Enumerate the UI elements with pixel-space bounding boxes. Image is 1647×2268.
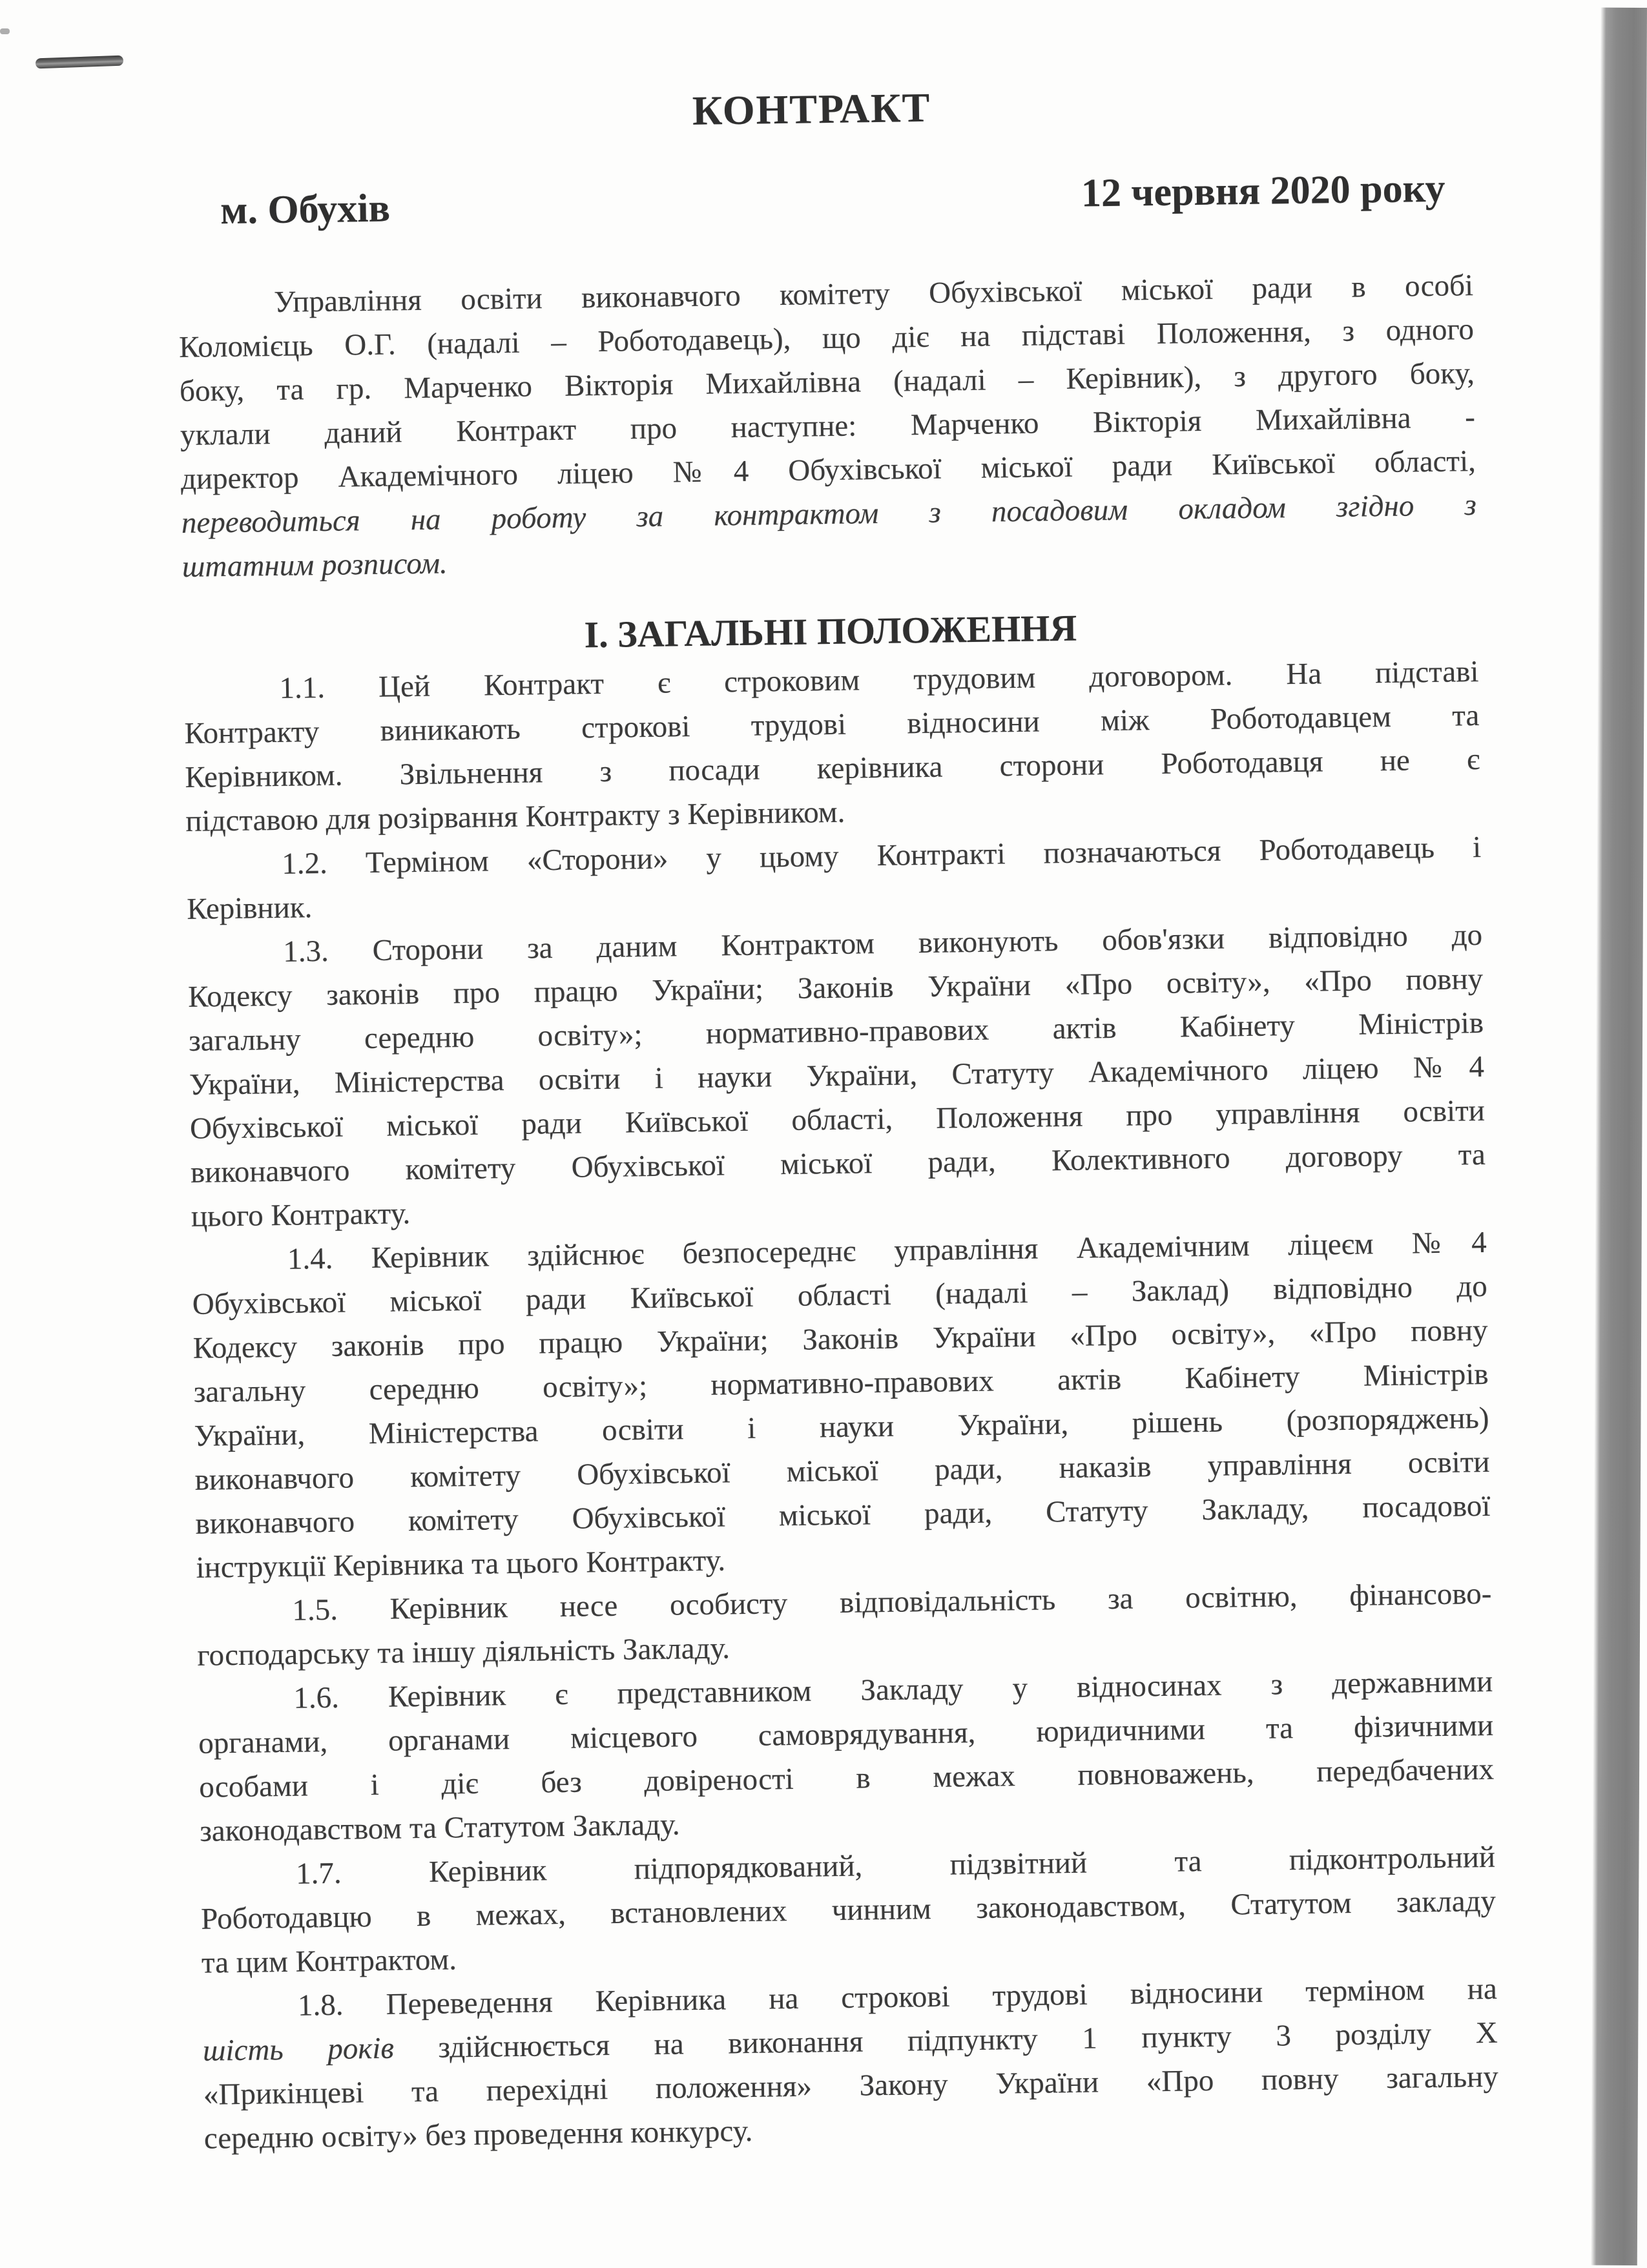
text-run: та цим Контрактом.	[201, 1943, 457, 1980]
text-run: директор Академічного ліцею №4 Обухівської міської ради Київської області,	[180, 444, 1476, 497]
text-run: інструкції Керівника та цього Контракту.	[196, 1543, 726, 1585]
text-run: Кодексу законів про працю України; Законів України «Про освіту», «Про повну	[187, 962, 1484, 1014]
scan-smudge-left-edge	[0, 28, 10, 34]
text-run: Обухівської міської ради Київської області, Положення про управління освіти	[189, 1093, 1486, 1146]
text-run: 1.5. Керівник несе особисту відповідальність за освітню, фінансово-	[292, 1576, 1492, 1627]
text-run: особами і діє без довіреності в межах повноважень, передбачених	[198, 1752, 1495, 1804]
document-place: м. Обухів	[220, 186, 391, 233]
section-heading: І. ЗАГАЛЬНІ ПОЛОЖЕННЯ	[584, 606, 1077, 656]
text-run: Роботодавцю в межах, встановлених чинним законодавством, Статутом закладу	[200, 1884, 1497, 1936]
text-run: переводиться на роботу за контрактом з посадовим окладом згідно з	[181, 488, 1477, 541]
text-run: Контракту виникають строкові трудові відносини між Роботодавцем та	[184, 699, 1480, 750]
document-title: КОНТРАКТ	[692, 84, 931, 134]
text-run: 1.8. Переведення Керівника на строкові трудові відносини терміном на	[297, 1972, 1498, 2023]
text-run: 1.1. Цей Контракт є строковим трудовим договором. На підставі	[279, 655, 1479, 705]
document-body	[178, 263, 1499, 2161]
text-run: Коломієць О.Г. (надалі – Роботодавець), що діє на підставі Положення, з одного	[178, 313, 1475, 365]
text-run: шість років	[202, 2031, 395, 2068]
text-run: 1.6. Керівник є представником Закладу у відносинах з державними	[293, 1664, 1493, 1715]
text-run: уклали даний Контракт про наступне: Марченко Вікторія Михайлівна -	[180, 400, 1476, 453]
text-run: виконавчого комітету Обухівської міської ради, Колективного договору та	[190, 1137, 1486, 1190]
text-run: 1.7. Керівник підпорядкований, підзвітний та підконтрольний	[295, 1840, 1496, 1891]
text-run: України, Міністерства освіти і науки України, рішень (розпоряджень)	[194, 1401, 1489, 1453]
text-run: законодавством та Статутом Закладу.	[199, 1808, 680, 1848]
text-run: загальну середню освіту»; нормативно-правових актів Кабінету Міністрів	[193, 1357, 1489, 1409]
text-run: 1.4. Керівник здійснює безпосереднє управління Академічним ліцеєм №4	[287, 1225, 1487, 1276]
text-run: середню освіту» без проведення конкурсу.	[203, 2114, 753, 2156]
text-run: Обухівської міської ради Київської області (надалі – Заклад) відповідно до	[192, 1269, 1488, 1321]
text-run: загальну середню освіту»; нормативно-правових актів Кабінету Міністрів	[188, 1005, 1484, 1058]
text-run: здійснюється на виконання підпункту 1 пункту 3 розділу X	[393, 2015, 1498, 2065]
paragraph-intro	[178, 263, 1477, 589]
clause-1-7	[200, 1835, 1497, 1985]
text-run: 1.2. Терміном «Сторони» у цьому Контракті позначаються Роботодавець і	[281, 830, 1482, 881]
scan-shadow-right-edge	[1591, 8, 1647, 2265]
text-run: виконавчого комітету Обухівської міської ради, наказів управління освіти	[194, 1445, 1490, 1497]
text-run: Керівником. Звільнення з посади керівника сторони Роботодавця не є	[185, 742, 1480, 794]
text-run: підставою для розірвання Контракту з Керівником.	[185, 795, 845, 838]
text-run: цього Контракту.	[191, 1197, 411, 1233]
clause-1-8	[202, 1967, 1500, 2161]
text-run: виконавчого комітету Обухівської міської ради, Статуту Закладу, посадової	[195, 1489, 1491, 1541]
text-run: Керівник.	[186, 891, 313, 926]
text-run: 1.3. Сторони за даним Контрактом виконують обов'язки відповідно до	[282, 918, 1483, 969]
text-run: штатним розписом.	[181, 546, 448, 584]
clause-1-1	[183, 650, 1481, 843]
text-run: України, Міністерства освіти і науки України, Статуту Академічного ліцею №4	[189, 1049, 1485, 1102]
text-run: боку, та гр. Марченко Вікторія Михайлівна (надалі – Керівник), з другого боку,	[179, 356, 1475, 409]
document-date: 12 червня 2020 року	[1081, 166, 1445, 216]
text-run: органами, органами місцевого самоврядування, юридичними та фізичними	[198, 1708, 1494, 1760]
text-run: Кодексу законів про працю України; Законів України «Про освіту», «Про повну	[192, 1313, 1488, 1365]
text-run: «Прикінцеві та перехідні положення» Закону України «Про повну загальну	[203, 2059, 1499, 2112]
text-run: господарську та іншу діяльність Закладу.	[197, 1631, 730, 1673]
clause-1-3	[187, 913, 1486, 1239]
clause-1-6	[198, 1660, 1495, 1853]
text-run: Управління освіти виконавчого комітету Обухівської міської ради в особі	[273, 269, 1474, 319]
clause-1-4	[191, 1221, 1491, 1590]
